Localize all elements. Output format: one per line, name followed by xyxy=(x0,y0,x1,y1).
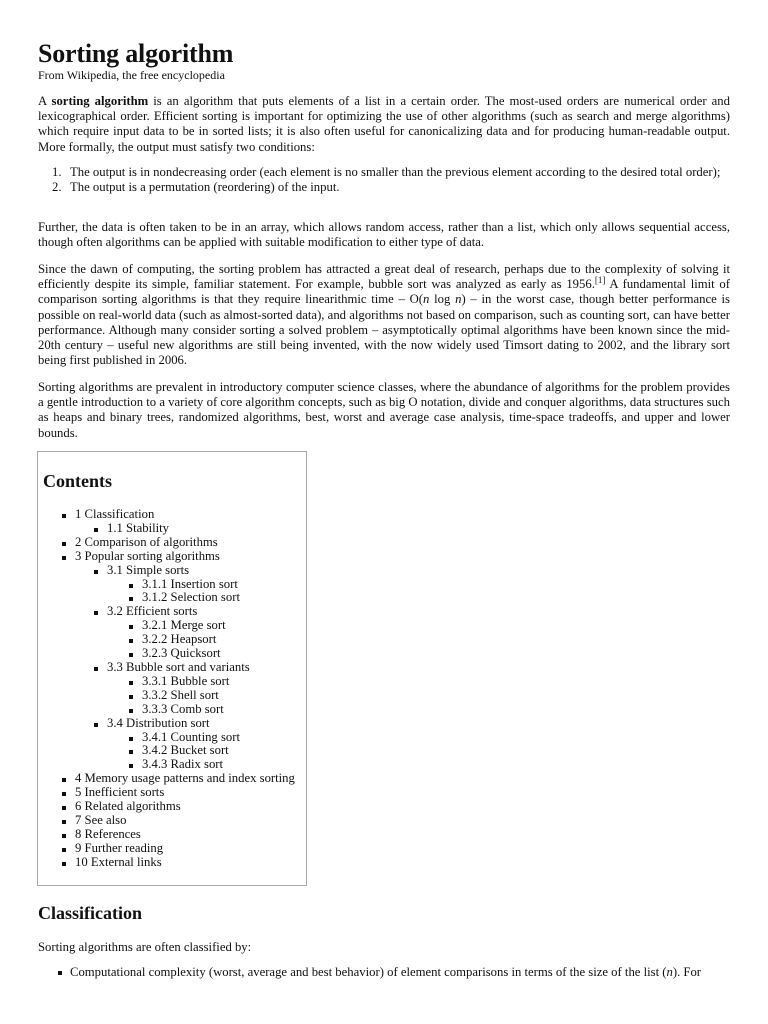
toc-link[interactable]: 3.2 Efficient sorts xyxy=(107,604,198,619)
bullet-icon xyxy=(129,653,133,657)
intro-lead: A xyxy=(38,94,52,108)
toc-item[interactable] xyxy=(0,633,295,647)
toc-link[interactable]: 3.2.3 Quicksort xyxy=(142,646,221,661)
bullet-icon xyxy=(129,695,133,699)
bullet-icon xyxy=(62,792,66,796)
toc-item[interactable] xyxy=(0,828,295,842)
toc-link[interactable]: 3 Popular sorting algorithms xyxy=(75,548,220,563)
toc-item[interactable] xyxy=(0,591,295,605)
toc-link[interactable]: 3.3.2 Shell sort xyxy=(142,687,219,702)
toc-item[interactable] xyxy=(0,619,295,633)
bullet-icon xyxy=(62,820,66,824)
citation-link[interactable]: [1] xyxy=(594,274,606,285)
toc-link[interactable]: 3.4.3 Radix sort xyxy=(142,757,224,772)
bullet-icon xyxy=(94,570,98,574)
history-paragraph: Since the dawn of computing, the sorting problem has attracted a great deal of research, perhaps due to the complexity of solving it efficiently despite its simple, familiar statement. For example, bubble sort was analyzed as early as 1956.[1] A fundamental limit of comparison sorting algorithms is that they require linearithmic time – O(n log n) – in the worst case, though better performance is possible on real-world data (such as almost-sorted data), and algorithms not based on comparison, such as counting sort, can have better performance. Although many consider sorting a solved problem – asymptotically optimal algorithms have been known since the mid-20th century – useful new algorithms are still being invented, with the now widely used Timsort dating to 2002, and the library sort being first published in 2006. xyxy=(38,262,730,368)
toc-item[interactable] xyxy=(0,800,295,814)
toc-link[interactable]: 4 Memory usage patterns and index sorting xyxy=(75,771,295,786)
toc-link[interactable]: 3.3 Bubble sort and variants xyxy=(107,659,250,674)
bullet-icon xyxy=(129,764,133,768)
toc-link[interactable]: 5 Inefficient sorts xyxy=(75,785,165,800)
bullet-icon xyxy=(62,806,66,810)
bullet-icon xyxy=(62,514,66,518)
page-title: Sorting algorithm xyxy=(38,39,234,68)
bullet-icon xyxy=(94,611,98,615)
toc-item[interactable] xyxy=(0,731,295,745)
toc-link[interactable]: 6 Related algorithms xyxy=(75,799,181,814)
toc-link[interactable]: 3.3.1 Bubble sort xyxy=(142,673,230,688)
toc-item[interactable] xyxy=(0,508,295,522)
toc-link[interactable]: 3.1.1 Insertion sort xyxy=(142,576,238,591)
toc-link[interactable]: 10 External links xyxy=(75,854,162,869)
toc-item[interactable] xyxy=(0,703,295,717)
intro-rest: is an algorithm that puts elements of a list in a certain order. The most-used orders are numerical order and lexicographical order. Efficient sorting is important for optimizing the use of other algorithms (such as search and merge algorithms) which require input data to be in sorted lists; it is also often useful for canonicalizing data and for producing human-readable output. More formally, the output must satisfy two conditions: xyxy=(38,94,730,154)
bullet-icon xyxy=(129,625,133,629)
bullet-icon xyxy=(129,750,133,754)
toc-link[interactable]: 1.1 Stability xyxy=(107,520,170,535)
page-subtitle: From Wikipedia, the free encyclopedia xyxy=(38,68,225,82)
toc-link[interactable]: 3.1 Simple sorts xyxy=(107,562,190,577)
toc-item[interactable] xyxy=(0,689,295,703)
toc-item[interactable] xyxy=(0,744,295,758)
toc-item[interactable] xyxy=(0,661,295,675)
toc-link[interactable]: 3.4.2 Bucket sort xyxy=(142,743,229,758)
toc-item[interactable] xyxy=(0,578,295,592)
list-item: Computational complexity (worst, average and best behavior) of element comparisons in terms of the size of the list (n). For xyxy=(38,965,730,980)
toc-item[interactable] xyxy=(0,605,295,619)
bullet-icon xyxy=(129,584,133,588)
classification-list xyxy=(38,965,730,980)
toc-list xyxy=(0,508,295,870)
toc-item[interactable] xyxy=(0,814,295,828)
bullet-icon xyxy=(62,778,66,782)
toc-item[interactable] xyxy=(0,856,295,870)
bullet-icon xyxy=(58,971,62,975)
bullet-icon xyxy=(129,639,133,643)
toc-title: Contents xyxy=(43,471,113,491)
bullet-icon xyxy=(62,542,66,546)
bullet-icon xyxy=(94,723,98,727)
section-heading-classification: Classification xyxy=(38,903,143,923)
intro-term: sorting algorithm xyxy=(51,94,149,108)
classification-intro: Sorting algorithms are often classified by: xyxy=(38,940,252,954)
bullet-icon xyxy=(129,681,133,685)
toc-link[interactable]: 3.4 Distribution sort xyxy=(107,715,210,730)
toc-item[interactable] xyxy=(0,647,295,661)
toc-link[interactable]: 3.1.2 Selection sort xyxy=(142,590,240,605)
bullet-icon xyxy=(62,556,66,560)
toc-link[interactable]: 3.3.3 Comb sort xyxy=(142,701,224,716)
toc-item[interactable] xyxy=(0,536,295,550)
bullet-icon xyxy=(129,709,133,713)
education-paragraph: Sorting algorithms are prevalent in introductory computer science classes, where the abundance of algorithms for the problem provides a gentle introduction to a variety of core algorithm concepts, such as big O notation, divide and conquer algorithms, data structures such as heaps and binary trees, randomized algorithms, best, worst and average case analysis, time-space tradeoffs, and upper and lower bounds. xyxy=(38,380,730,440)
toc-item[interactable] xyxy=(0,675,295,689)
toc-item[interactable] xyxy=(0,842,295,856)
bullet-icon xyxy=(62,862,66,866)
condition-item: 2. The output is a permutation (reordering) of the input. xyxy=(52,180,340,195)
toc-item[interactable] xyxy=(0,522,295,536)
data-structure-paragraph: Further, the data is often taken to be in an array, which allows random access, rather than a list, which only allows sequential access, though often algorithms can be applied with suitable modification to either type of data. xyxy=(38,220,730,250)
toc-item[interactable] xyxy=(0,772,295,786)
toc-link[interactable]: 2 Comparison of algorithms xyxy=(75,534,218,549)
toc-item[interactable] xyxy=(0,786,295,800)
toc-link[interactable]: 3.2.1 Merge sort xyxy=(142,618,226,633)
toc-link[interactable]: 8 References xyxy=(75,826,141,841)
bullet-icon xyxy=(94,528,98,532)
toc-link[interactable]: 3.4.1 Counting sort xyxy=(142,729,240,744)
bullet-icon xyxy=(94,667,98,671)
bullet-icon xyxy=(129,597,133,601)
intro-paragraph xyxy=(38,94,730,155)
condition-item: 1. The output is in nondecreasing order (each element is no smaller than the previous element according to the desired total order); xyxy=(52,165,721,179)
toc-link[interactable]: 1 Classification xyxy=(75,507,155,521)
toc-item[interactable] xyxy=(0,564,295,578)
toc-link[interactable]: 9 Further reading xyxy=(75,840,164,855)
conditions-list xyxy=(38,165,730,195)
toc-link[interactable]: 3.2.2 Heapsort xyxy=(142,632,217,647)
bullet-icon xyxy=(62,834,66,838)
bullet-icon xyxy=(62,848,66,852)
toc-link[interactable]: 7 See also xyxy=(75,812,127,827)
toc-item[interactable] xyxy=(0,550,295,564)
toc-item[interactable] xyxy=(0,717,295,731)
toc-item[interactable] xyxy=(0,758,295,772)
bullet-icon xyxy=(129,737,133,741)
